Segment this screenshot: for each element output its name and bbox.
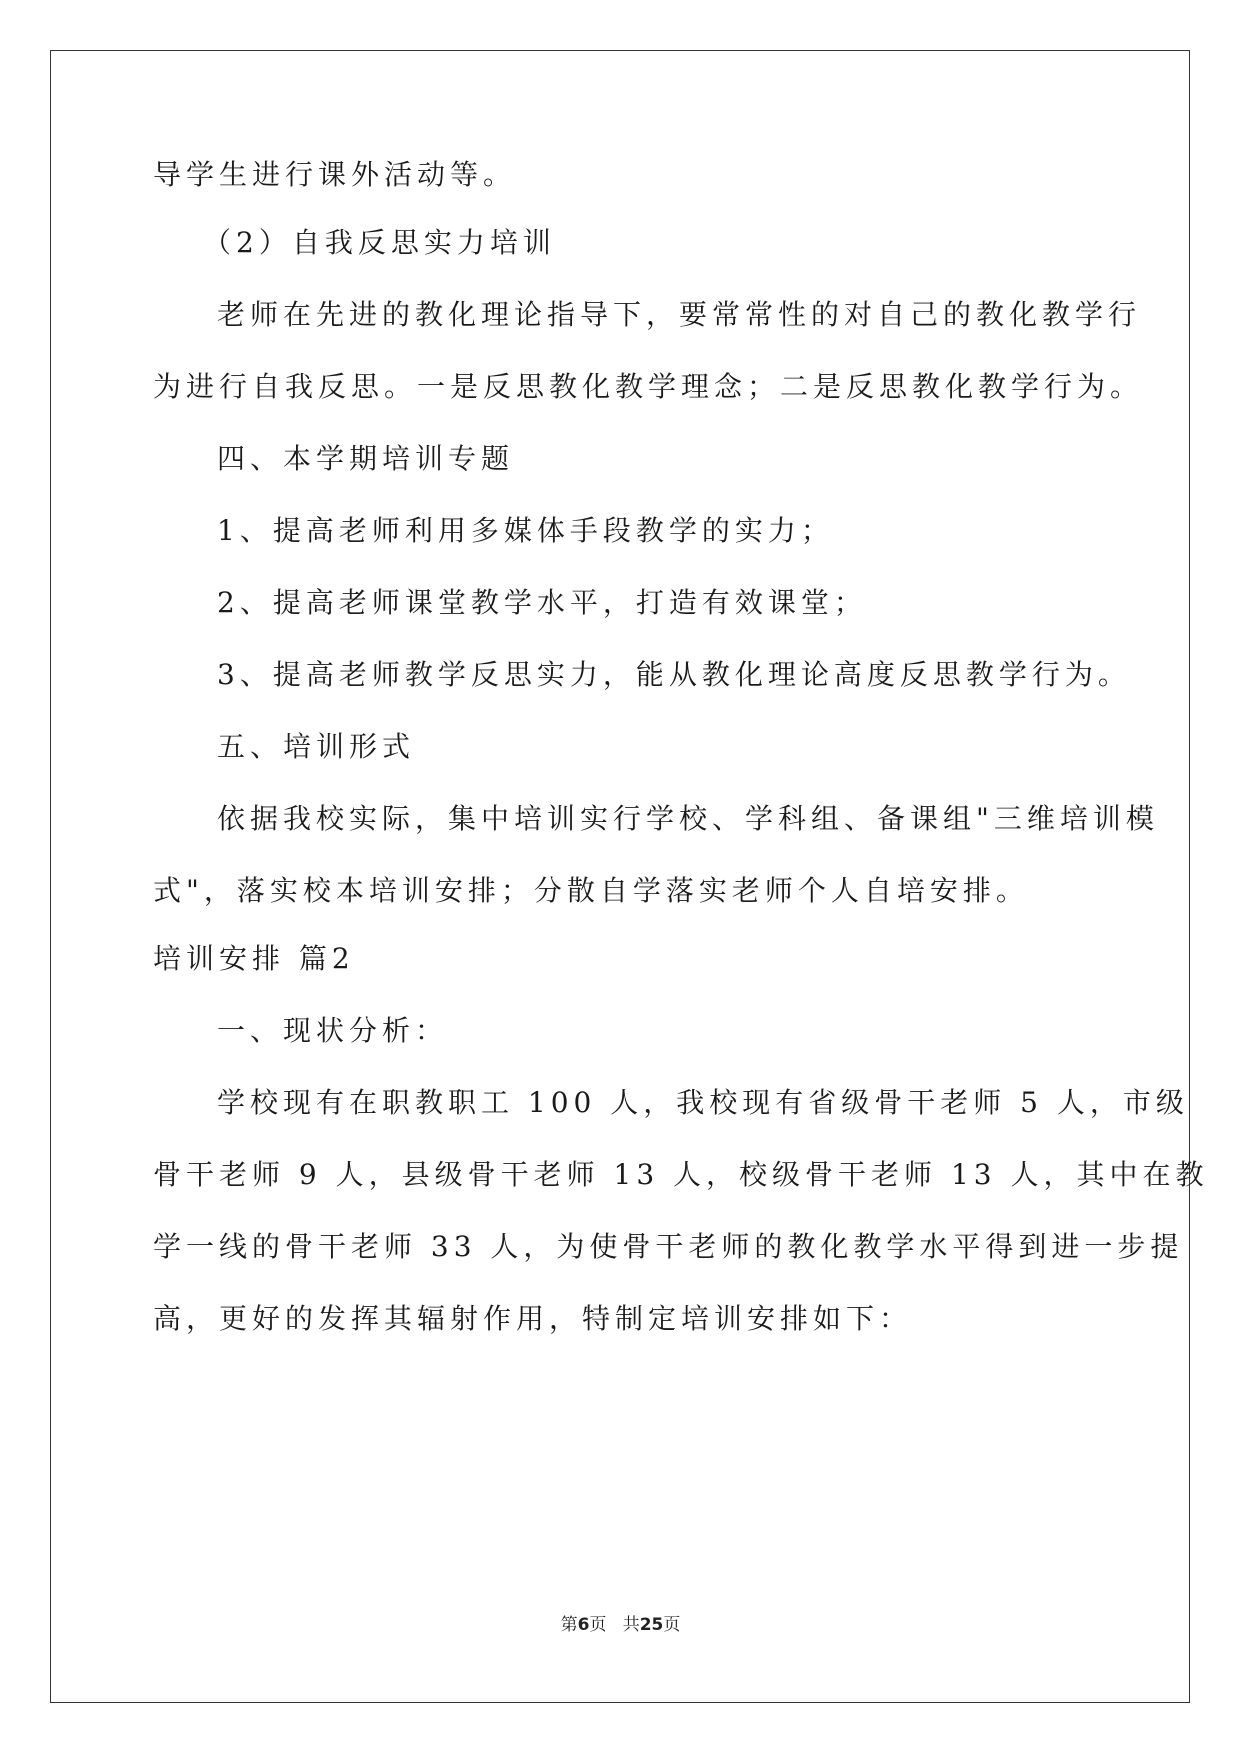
chapter-heading: 培训安排 篇2	[153, 942, 355, 975]
list-item: 1、提高老师利用多媒体手段教学的实力；	[217, 514, 834, 547]
page-number: 6	[577, 1615, 590, 1635]
text-line: 依据我校实际，集中培训实行学校、学科组、备课组"三维培训模	[217, 802, 1159, 835]
text-line: 学校现有在职教职工 100 人，我校现有省级骨干老师 5 人，市级	[217, 1086, 1189, 1119]
footer-prefix: 第	[560, 1615, 578, 1635]
total-pages: 25	[639, 1615, 664, 1635]
text-line: 骨干老师 9 人，县级骨干老师 13 人，校级骨干老师 13 人，其中在教	[153, 1158, 1209, 1191]
text-line: 式"，落实校本培训安排；分散自学落实老师个人自培安排。	[153, 874, 1029, 907]
text-line: 高，更好的发挥其辐射作用，特制定培训安排如下：	[153, 1302, 913, 1335]
section-heading: 一、现状分析：	[217, 1014, 449, 1047]
footer-page-suffix: 页	[589, 1615, 607, 1635]
text-line: 为进行自我反思。一是反思教化教学理念；二是反思教化教学行为。	[153, 370, 1144, 403]
list-item: 3、提高老师教学反思实力，能从教化理论高度反思教学行为。	[217, 658, 1131, 691]
section-heading: 五、培训形式	[217, 730, 416, 763]
footer-total-suffix: 页	[663, 1615, 681, 1635]
text-line: 老师在先进的教化理论指导下，要常常性的对自己的教化教学行	[217, 298, 1142, 331]
section-heading: （2）自我反思实力培训	[203, 226, 556, 259]
text-line: 学一线的骨干老师 33 人，为使骨干老师的教化教学水平得到进一步提	[153, 1230, 1184, 1263]
text-line: 导学生进行课外活动等。	[153, 158, 517, 191]
list-item: 2、提高老师课堂教学水平，打造有效课堂；	[217, 586, 867, 619]
footer-total-prefix: 共	[622, 1615, 640, 1635]
page-footer	[0, 1614, 1241, 1636]
section-heading: 四、本学期培训专题	[217, 442, 515, 475]
